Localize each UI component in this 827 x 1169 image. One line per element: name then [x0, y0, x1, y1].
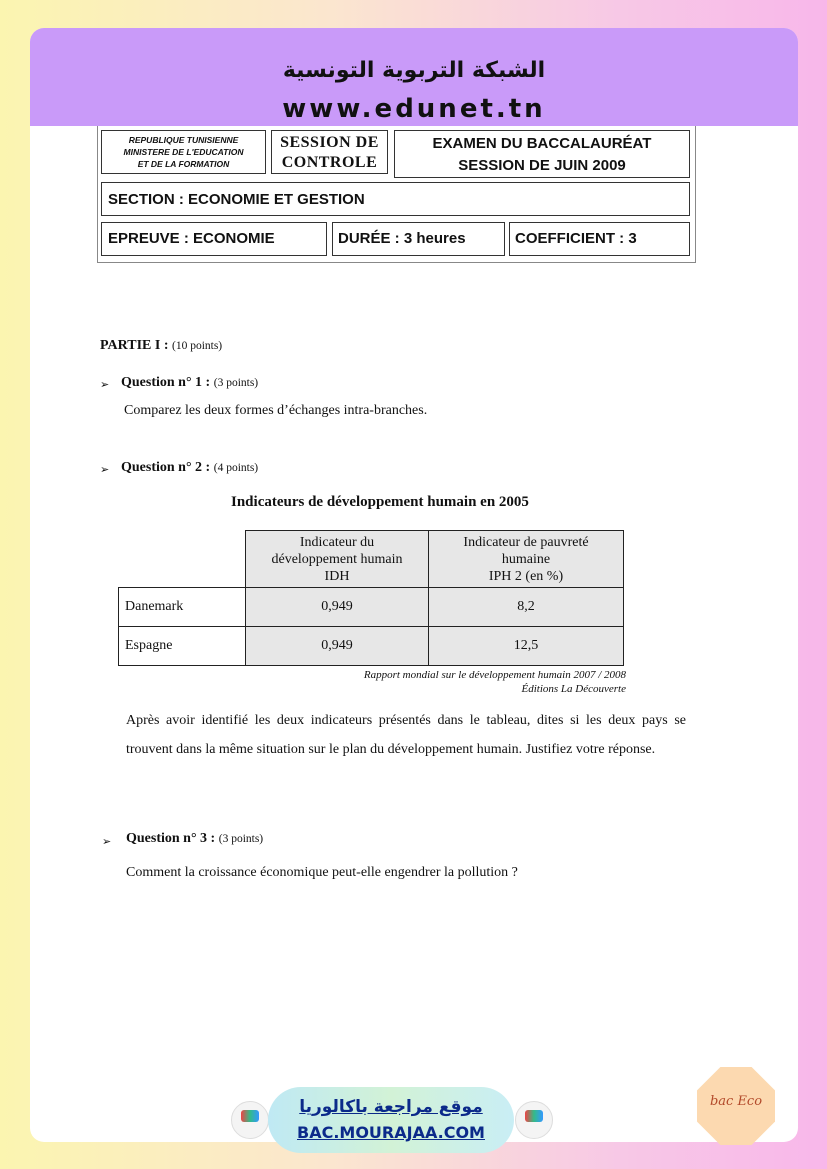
table-source [320, 668, 626, 696]
coefficient-box: COEFFICIENT : 3 [509, 222, 690, 256]
question-2-text: Après avoir identifié les deux indicateurs présentés dans le tableau, dites si les deux pays se trouvent dans la même situation sur le plan du développement humain. Justifiez votre réponse. [126, 713, 686, 757]
partie-title: PARTIE I : [100, 338, 169, 353]
bullet-arrow-icon: ➢ [100, 378, 110, 391]
exam-session: SESSION DE JUIN 2009 [458, 157, 626, 174]
bac-eco-badge-text: bac Eco [709, 1094, 763, 1109]
idh-header-cell [246, 531, 429, 588]
idh-header-line: IDH [324, 568, 350, 584]
bullet-arrow-icon: ➢ [102, 835, 112, 848]
question-3-text: Comment la croissance économique peut-elle engendrer la pollution ? [126, 865, 518, 880]
country-cell: Espagne [119, 627, 246, 666]
bullet-arrow-icon: ➢ [100, 463, 110, 476]
footer-site[interactable]: BAC.MOURAJAA.COM [297, 1123, 485, 1142]
epreuve-box: EPREUVE : ECONOMIE [101, 222, 327, 256]
exam-title: EXAMEN DU BACCALAURÉAT [432, 135, 652, 152]
ministry-box [101, 130, 266, 174]
iph-header-line: humaine [501, 551, 551, 567]
iph-header-cell [429, 531, 624, 588]
footer-arabic[interactable]: موقع مراجعة باكالوريا [299, 1097, 483, 1117]
session-line-2: CONTROLE [281, 154, 378, 171]
country-cell: Danemark [119, 588, 246, 627]
session-box [271, 130, 388, 174]
section-box: SECTION : ECONOMIE ET GESTION [101, 182, 690, 216]
republic-line: REPUBLIQUE TUNISIENNE [128, 135, 239, 145]
table-header-row [119, 531, 624, 588]
source-publisher: Éditions La Découverte [521, 683, 626, 695]
iph-value-cell: 12,5 [429, 627, 624, 666]
q1-title: Question n° 1 : [121, 375, 211, 390]
idh-header-line: développement humain [271, 551, 403, 567]
q2-title: Question n° 2 : [121, 460, 211, 475]
idh-value-cell: 0,949 [246, 588, 429, 627]
question-1-text: Comparez les deux formes d’échanges intra-branches. [124, 403, 428, 418]
banner-arabic-title: الشبكة التربوية التونسية [282, 58, 546, 83]
duree-box: DURÉE : 3 heures [332, 222, 505, 256]
empty-corner-cell [119, 531, 246, 588]
idh-header-line: Indicateur du [299, 534, 375, 550]
iph-header-line: IPH 2 (en %) [488, 568, 564, 584]
session-line-1: SESSION DE [280, 134, 379, 151]
table-row [119, 627, 624, 666]
q2-points: (4 points) [213, 462, 259, 474]
q3-points: (3 points) [218, 833, 264, 845]
ministry-line: MINISTERE DE L'EDUCATION [123, 147, 244, 157]
exam-header [97, 126, 696, 263]
q1-points: (3 points) [213, 377, 259, 389]
partie-points: (10 points) [171, 340, 223, 352]
site-logo-icon [231, 1101, 269, 1139]
source-line: Rapport mondial sur le développement humain 2007 / 2008 [363, 669, 626, 681]
edunet-banner [30, 28, 798, 126]
question-3-heading [126, 831, 263, 847]
q3-title: Question n° 3 : [126, 831, 216, 846]
table-row [119, 588, 624, 627]
partie-heading [100, 338, 222, 354]
table-caption: Indicateurs de développement humain en 2005 [231, 494, 529, 510]
exam-title-box [394, 130, 690, 178]
question-2-heading [121, 460, 258, 476]
iph-value-cell: 8,2 [429, 588, 624, 627]
site-logo-icon [515, 1101, 553, 1139]
idh-table [118, 530, 624, 666]
question-1-heading [121, 375, 258, 391]
footer-link[interactable] [268, 1087, 514, 1153]
exam-page [30, 28, 798, 1142]
iph-header-line: Indicateur de pauvreté [463, 534, 589, 550]
formation-line: ET DE LA FORMATION [137, 159, 230, 169]
banner-url[interactable]: www.edunet.tn [282, 94, 546, 124]
idh-value-cell: 0,949 [246, 627, 429, 666]
